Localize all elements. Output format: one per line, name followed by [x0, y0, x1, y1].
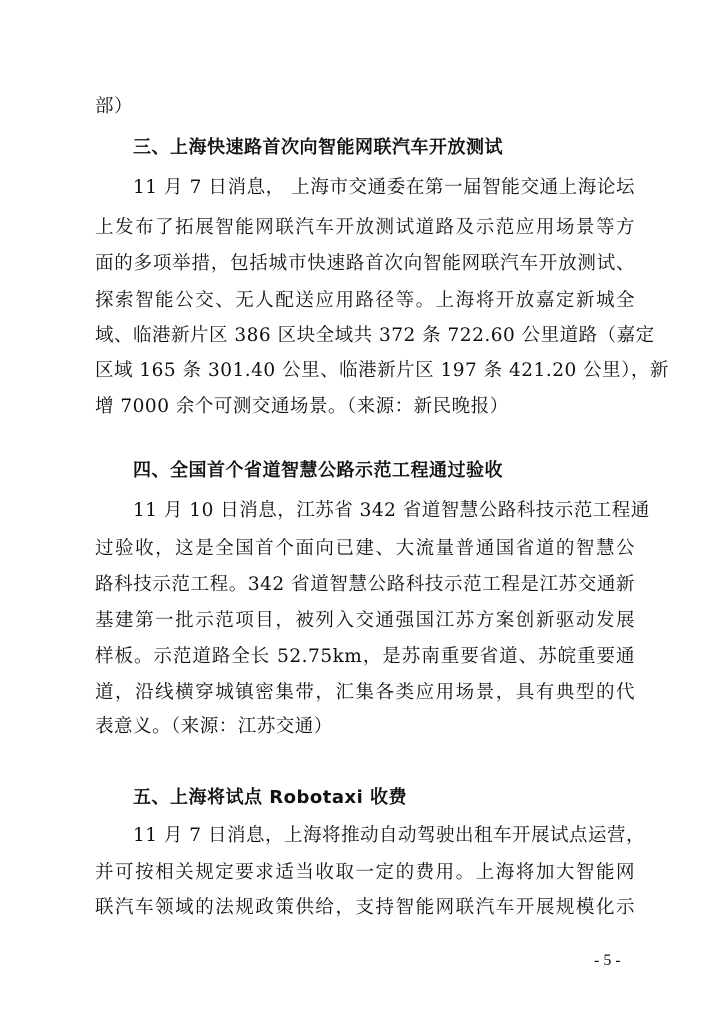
page-number: - 5 -: [594, 952, 621, 969]
section-heading-5: 五、上海将试点 Robotaxi 收费: [133, 787, 408, 808]
section-4-line-5: 样板。示范道路全长 52.75km，是苏南重要省道、苏皖重要通: [95, 646, 635, 667]
section-3-line-4: 探索智能公交、无人配送应用路径等。上海将开放嘉定新城全: [95, 290, 635, 311]
section-3-line-1: 11 月 7 日消息， 上海市交通委在第一届智能交通上海论坛: [133, 177, 635, 198]
section-5-line-3: 联汽车领域的法规政策供给，支持智能网联汽车开展规模化示: [95, 897, 635, 918]
section-3-line-3: 面的多项举措，包括城市快速路首次向智能网联汽车开放测试、: [95, 253, 635, 274]
section-4-line-7: 表意义。（来源：江苏交通）: [95, 716, 333, 737]
section-5-line-2: 并可按相关规定要求适当收取一定的费用。上海将加大智能网: [95, 862, 635, 883]
section-3-line-6: 区域 165 条 301.40 公里、临港新片区 197 条 421.20 公里），新: [95, 360, 669, 381]
section-heading-4: 四、全国首个省道智慧公路示范工程通过验收: [133, 460, 503, 481]
section-3-line-7: 增 7000 余个可测交通场景。（来源：新民晚报）: [95, 396, 509, 417]
section-heading-3: 三、上海快速路首次向智能网联汽车开放测试: [133, 137, 503, 158]
section-3-line-2: 上发布了拓展智能网联汽车开放测试道路及示范应用场景等方: [95, 217, 635, 238]
section-4-line-4: 基建第一批示范项目，被列入交通强国江苏方案创新驱动发展: [95, 610, 635, 631]
section-5-line-1: 11 月 7 日消息，上海将推动自动驾驶出租车开展试点运营，: [133, 825, 645, 846]
section-3-line-5: 域、临港新片区 386 区块全域共 372 条 722.60 公里道路（嘉定: [95, 325, 655, 346]
section-4-line-2: 过验收，这是全国首个面向已建、大流量普通国省道的智慧公: [95, 538, 635, 559]
section-4-line-1: 11 月 10 日消息，江苏省 342 省道智慧公路科技示范工程通: [133, 500, 650, 521]
section-4-line-6: 道，沿线横穿城镇密集带，汇集各类应用场景，具有典型的代: [95, 682, 635, 703]
continuation-line: 部）: [95, 96, 134, 117]
section-4-line-3: 路科技示范工程。342 省道智慧公路科技示范工程是江苏交通新: [95, 574, 635, 595]
